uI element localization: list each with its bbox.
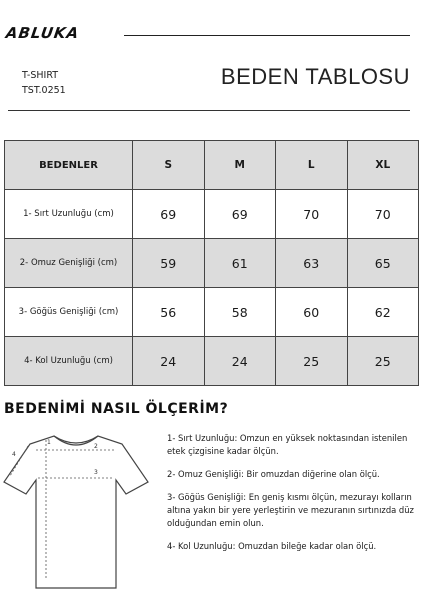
table-cell: 25 xyxy=(347,337,419,386)
tshirt-icon xyxy=(2,428,150,596)
product-type: T-SHIRT xyxy=(22,70,59,81)
table-cell: 69 xyxy=(204,190,276,239)
header-size-s: S xyxy=(133,141,205,190)
table-header-row xyxy=(5,141,419,190)
measure-label-2: 2 xyxy=(94,443,98,450)
divider xyxy=(8,110,410,111)
row-label: 3- Göğüs Genişliği (cm) xyxy=(5,288,133,337)
table-cell: 70 xyxy=(347,190,419,239)
product-info xyxy=(22,68,66,98)
measure-label-3: 3 xyxy=(94,469,98,476)
instruction-back-length: 1- Sırt Uzunluğu: Omzun en yüksek noktasından istenilen etek çizgisine kadar ölçün. xyxy=(167,433,408,456)
table-cell: 63 xyxy=(276,239,348,288)
product-code: TST.0251 xyxy=(22,85,66,96)
table-cell: 56 xyxy=(133,288,205,337)
instruction-sleeve-length: 4- Kol Uzunluğu: Omuzdan bileğe kadar olan ölçü. xyxy=(167,541,377,551)
table-cell: 61 xyxy=(204,239,276,288)
table-cell: 59 xyxy=(133,239,205,288)
table-row xyxy=(5,190,419,239)
row-label: 4- Kol Uzunluğu (cm) xyxy=(5,337,133,386)
brand-logo: ABLUKA xyxy=(4,24,81,42)
instruction-chest-width: 3- Göğüs Genişliği: En geniş kısmı ölçün, mezurayı kolların altına yakın bir yere yerleştirin ve mezuranın sırtınızda düz olduğundan emin olun. xyxy=(167,492,414,528)
tshirt-measurement-diagram xyxy=(2,428,150,596)
how-to-measure-title: BEDENİMİ NASIL ÖLÇERİM? xyxy=(4,401,229,417)
table-cell: 24 xyxy=(133,337,205,386)
measurement-instructions xyxy=(167,432,417,563)
table-cell: 24 xyxy=(204,337,276,386)
header-size-xl: XL xyxy=(347,141,419,190)
header-rule xyxy=(124,35,410,36)
table-row xyxy=(5,239,419,288)
header-label: BEDENLER xyxy=(5,141,133,190)
row-label: 1- Sırt Uzunluğu (cm) xyxy=(5,190,133,239)
measure-label-4: 4 xyxy=(12,451,16,458)
table-cell: 62 xyxy=(347,288,419,337)
table-row xyxy=(5,337,419,386)
tshirt-outline xyxy=(4,436,148,588)
size-chart-table xyxy=(4,140,419,386)
table-cell: 58 xyxy=(204,288,276,337)
measure-label-1: 1 xyxy=(47,439,51,446)
header-size-l: L xyxy=(276,141,348,190)
collar-line xyxy=(54,436,98,445)
table-cell: 70 xyxy=(276,190,348,239)
instruction-shoulder-width: 2- Omuz Genişliği: Bir omuzdan diğerine olan ölçü. xyxy=(167,469,380,479)
header-size-m: M xyxy=(204,141,276,190)
table-cell: 65 xyxy=(347,239,419,288)
table-cell: 69 xyxy=(133,190,205,239)
row-label: 2- Omuz Genişliği (cm) xyxy=(5,239,133,288)
table-cell: 25 xyxy=(276,337,348,386)
table-row xyxy=(5,288,419,337)
brand-header xyxy=(0,22,424,42)
table-cell: 60 xyxy=(276,288,348,337)
page-title: BEDEN TABLOSU xyxy=(220,64,410,89)
